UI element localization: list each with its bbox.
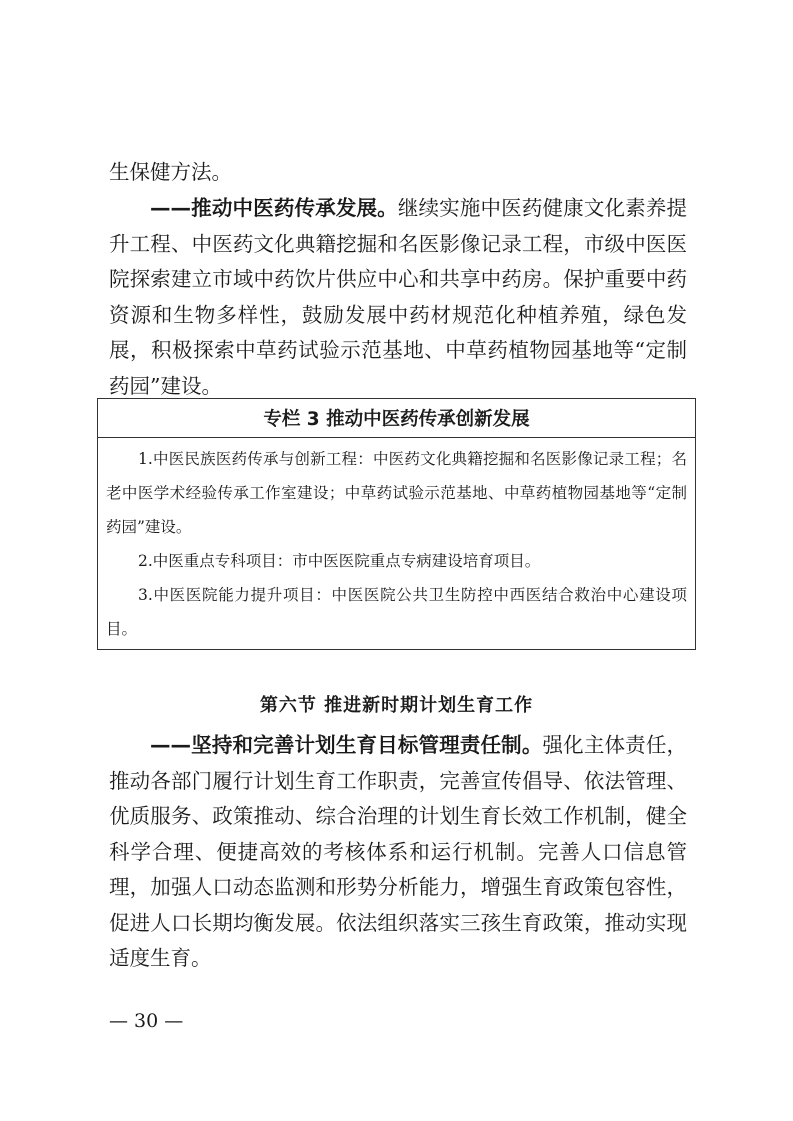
paragraph-text: 继续实施中医药健康文化素养提升工程、中医药文化典籍挖掘和名医影像记录工程，市级中医医院探索建立市域中药饮片供应中心和共享中药房。保护重要中药资源和生物多样性，鼓励发展中药材规范化种植养殖，绿色发展，积极探索中草药试验示范基地、中草药植物园基地等“定制药园”建设。: [109, 196, 688, 398]
paragraph-continuation: [109, 155, 687, 191]
feature-box-body: [98, 438, 695, 646]
paragraph-family-planning: [109, 728, 687, 977]
feature-box: [97, 398, 696, 650]
feature-box-item: 2.中医重点专科项目：市中医医院重点专病建设培育项目。: [138, 552, 541, 570]
feature-box-title: 专栏 3 推动中医药传承创新发展: [98, 399, 695, 438]
paragraph-text: 强化主体责任，推动各部门履行计划生育工作职责，完善宣传倡导、依法管理、优质服务、政策推动、综合治理的计划生育长效工作机制，健全科学合理、便捷高效的考核体系和运行机制。完善人口信息管理，加强人口动态监测和形势分析能力，增强生育政策包容性，促进人口长期均衡发展。依法组织落实三孩生育政策，推动实现适度生育。: [109, 733, 687, 970]
feature-box-item: 3.中医医院能力提升项目：中医医院公共卫生防控中西医结合救治中心建设项目。: [106, 586, 687, 638]
section-heading: 第六节 推进新时期计划生育工作: [259, 695, 534, 716]
paragraph-lead: ——坚持和完善计划生育目标管理责任制。: [150, 733, 543, 757]
paragraph-text: 生保健方法。: [109, 160, 232, 184]
paragraph-tcm-inheritance: [109, 191, 687, 404]
page-number: — 30 —: [109, 1010, 184, 1032]
paragraph-lead: ——推动中医药传承发展。: [150, 196, 398, 220]
feature-box-item: 1.中医民族医药传承与创新工程：中医药文化典籍挖掘和名医影像记录工程；名老中医学术经验传承工作室建设；中草药试验示范基地、中草药植物园基地等“定制药园”建设。: [106, 450, 687, 536]
